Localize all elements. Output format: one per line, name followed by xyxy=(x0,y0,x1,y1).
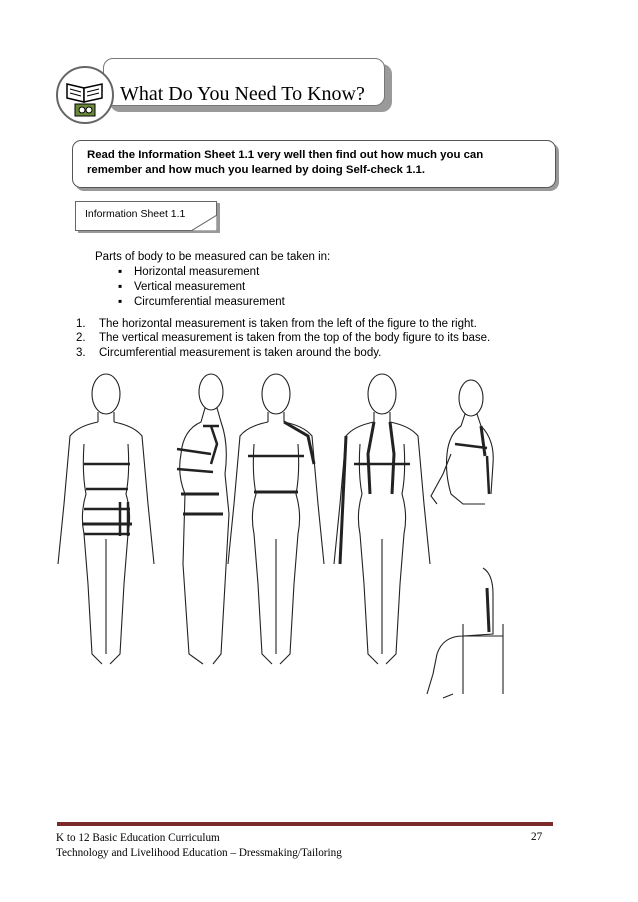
instruction-box: Read the Information Sheet 1.1 very well then find out how much you can remember and how much you learned by doing Self-check 1.1. xyxy=(72,140,556,188)
measurement-definitions xyxy=(76,317,490,360)
body-measurement-figures xyxy=(48,364,528,709)
book-icon xyxy=(56,66,114,124)
vertical-figure xyxy=(334,374,430,664)
seated-figure xyxy=(427,380,503,698)
side-figure xyxy=(177,374,229,664)
footer-curriculum: K to 12 Basic Education Curriculum xyxy=(56,832,220,844)
list-item: 3. Circumferential measurement is taken around the body. xyxy=(76,346,382,359)
info-sheet-label: Information Sheet 1.1 xyxy=(85,208,186,220)
info-sheet-tab xyxy=(75,201,217,231)
list-item: ▪ Vertical measurement xyxy=(118,279,285,294)
page-number: 27 xyxy=(531,831,543,843)
section-title: What Do You Need To Know? xyxy=(120,83,365,105)
folded-corner-icon xyxy=(191,215,217,231)
footer-subject: Technology and Livelihood Education – Dressmaking/Tailoring xyxy=(56,847,342,859)
footer-rule xyxy=(57,822,553,826)
measurement-types-list xyxy=(118,264,285,309)
list-item: ▪ Circumferential measurement xyxy=(118,294,285,309)
list-item: 2. The vertical measurement is taken from the top of the body figure to its base. xyxy=(76,332,491,345)
list-item: 1. The horizontal measurement is taken from the left of the figure to the right. xyxy=(76,318,477,330)
footer-text xyxy=(56,831,342,861)
intro-text: Parts of body to be measured can be taken in: xyxy=(95,251,331,263)
front-figure xyxy=(58,374,154,664)
back-figure xyxy=(228,374,324,664)
list-item: ▪ Horizontal measurement xyxy=(118,264,285,279)
